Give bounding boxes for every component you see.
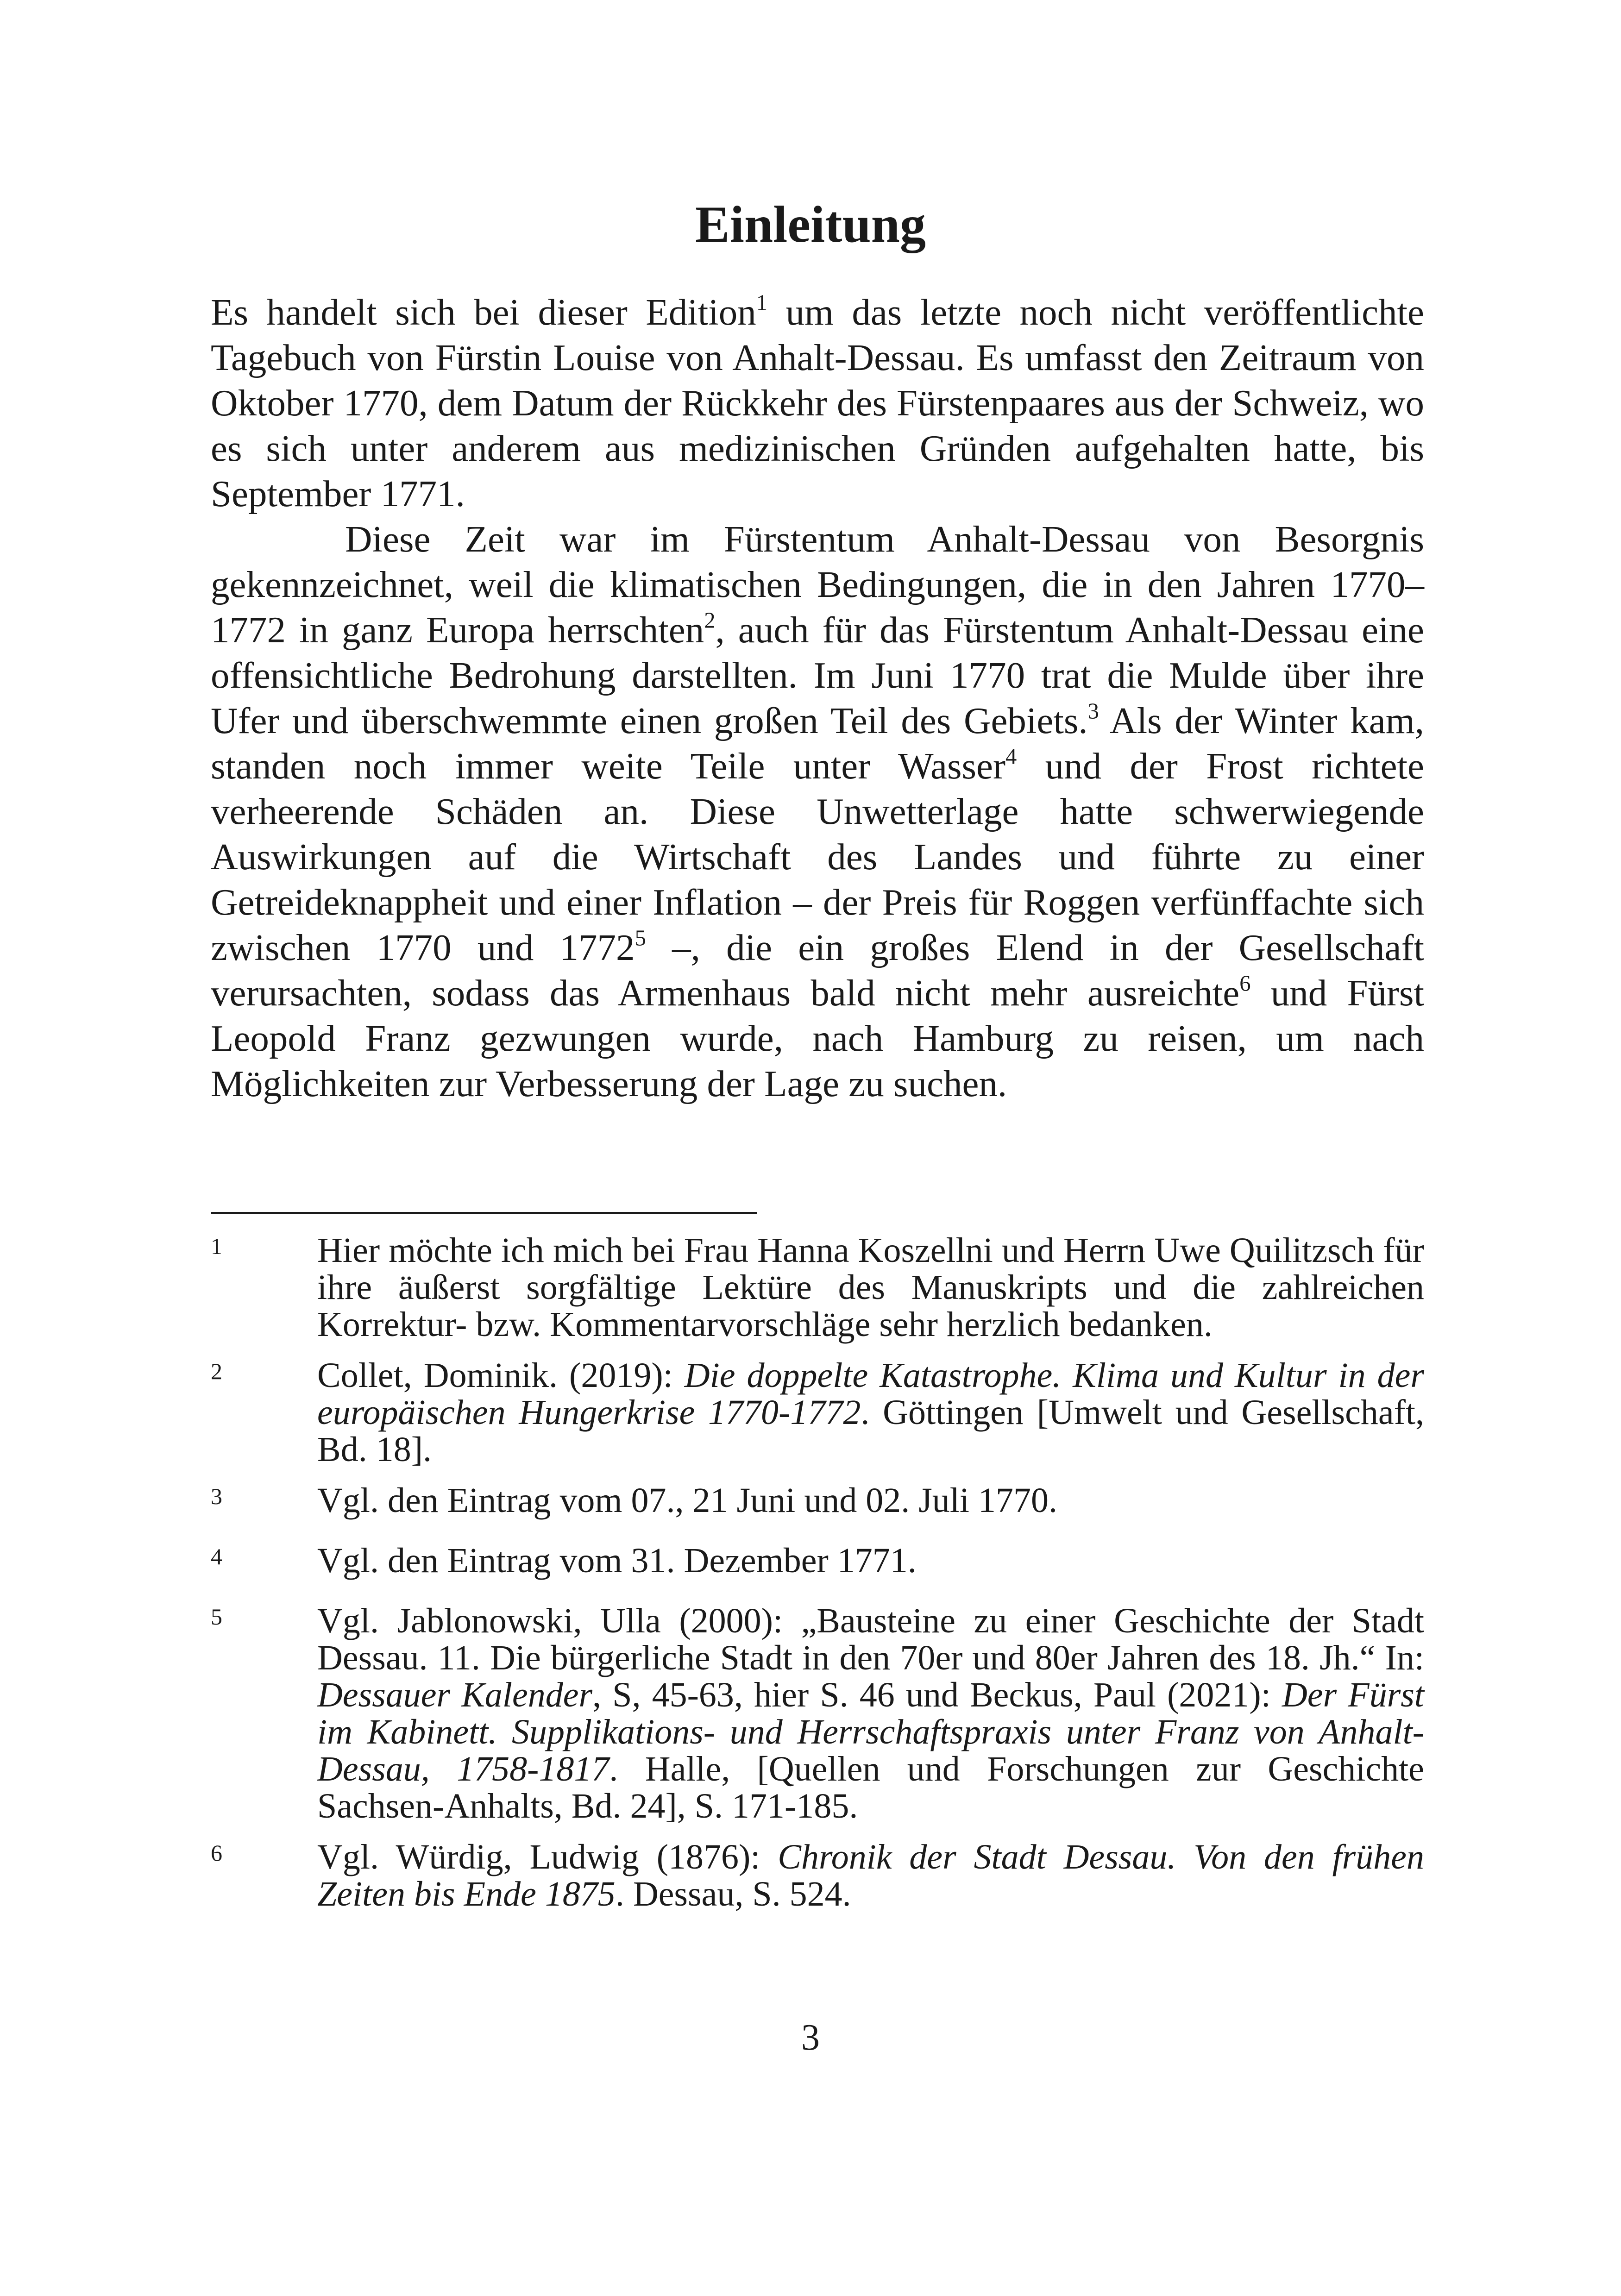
- paragraph-text: Es handelt sich bei dieser Edition: [211, 291, 756, 333]
- footnote-title: Chronik der Stadt Dessau. Von den frühen Zeiten bis Ende 1875: [317, 1838, 1424, 1913]
- footnotes: [211, 1232, 1424, 1913]
- footnote-number: 3: [211, 1483, 222, 1509]
- footnote-number: 2: [211, 1358, 222, 1384]
- footnote-number: 1: [211, 1233, 222, 1259]
- body-text: [211, 289, 1424, 1106]
- paragraph-text: Als der Winter kam, standen noch immer weite Teile unter Wasser: [211, 700, 1424, 787]
- paragraph-2: [211, 516, 1424, 1106]
- footnote-text: . Göttingen [Umwelt und Gesellschaft, Bd. 18].: [317, 1393, 1424, 1469]
- footnote-reference-5[interactable]: 5: [635, 925, 646, 951]
- footnote-text: , S, 45-63, hier S. 46 und Beckus, Paul (2021):: [592, 1675, 1282, 1714]
- footnote-text: Vgl. Würdig, Ludwig (1876):: [317, 1838, 778, 1876]
- footnote-3: [211, 1482, 1424, 1519]
- footnote-number: 4: [211, 1543, 222, 1569]
- footnote-reference-1[interactable]: 1: [756, 290, 768, 315]
- paragraph-text: und Fürst Leopold Franz gezwungen wurde, nach Hamburg zu reisen, um nach Möglichkeiten zur Verbesserung der Lage zu suchen.: [211, 972, 1424, 1104]
- paragraph-1: [211, 289, 1424, 516]
- footnote-separator: [211, 1212, 757, 1214]
- footnote-text: Collet, Dominik. (2019):: [317, 1356, 685, 1395]
- paragraph-text: um das letzte noch nicht veröffentlichte Tagebuch von Fürstin Louise von Anhalt-Dessau. Es umfasst den Zeitraum von Oktober 1770, dem Datum der Rückkehr des Fürstenpaares aus der Schweiz, wo es sich unter anderem aus medizinischen Gründen aufgehalten hatte, bis September 1771.: [211, 291, 1424, 514]
- footnote-1: [211, 1232, 1424, 1343]
- footnote-5: [211, 1602, 1424, 1825]
- paragraph-text: und der Frost richtete verheerende Schäden an. Diese Unwetterlage hatte schwerwiegende Auswirkungen auf die Wirtschaft des Landes und führte zu einer Getreideknappheit und einer Inflation – der Preis für Roggen verfünffachte sich zwischen 1770 und 1772: [211, 745, 1424, 968]
- footnote-6: [211, 1838, 1424, 1913]
- footnote-text: Vgl. den Eintrag vom 31. Dezember 1771.: [317, 1541, 917, 1580]
- footnote-reference-6[interactable]: 6: [1239, 971, 1251, 996]
- footnote-title: Die doppelte Katastrophe. Klima und Kultur in der europäischen Hungerkrise 1770-1772: [317, 1356, 1424, 1432]
- footnote-title: Der Fürst im Kabinett. Supplikations- und Herrschaftspraxis unter Franz von Anhalt-Dessau, 1758-1817: [317, 1675, 1424, 1788]
- footnote-text: Vgl. Jablonowski, Ulla (2000): „Bausteine zu einer Geschichte der Stadt Dessau. 11. Die bürgerliche Stadt in den 70er und 80er Jahren des 18. Jh.“ In:: [317, 1601, 1424, 1677]
- paragraph-text: –, die ein großes Elend in der Gesellschaft verursachten, sodass das Armenhaus bald nicht mehr ausreichte: [211, 927, 1424, 1014]
- footnote-2: [211, 1357, 1424, 1468]
- footnote-number: 6: [211, 1840, 222, 1866]
- footnote-title: Dessauer Kalender: [317, 1675, 593, 1714]
- footnote-reference-2[interactable]: 2: [704, 608, 716, 633]
- footnote-text: . Dessau, S. 524.: [615, 1875, 851, 1913]
- page-number: 3: [801, 2017, 820, 2058]
- footnote-reference-3[interactable]: 3: [1087, 698, 1099, 724]
- footnote-reference-4[interactable]: 4: [1005, 744, 1017, 769]
- paragraph-text: Diese Zeit war im Fürstentum Anhalt-Dessau von Besorgnis gekennzeichnet, weil die klimatischen Bedingungen, die in den Jahren 1770–1772 in ganz Europa herrschten: [211, 518, 1424, 651]
- footnote-text: . Halle, [Quellen und Forschungen zur Geschichte Sachsen-Anhalts, Bd. 24], S. 171-185.: [317, 1750, 1425, 1826]
- footnote-4: [211, 1542, 1424, 1579]
- footnote-text: Hier möchte ich mich bei Frau Hanna Koszellni und Herrn Uwe Quilitzsch für ihre äußerst sorgfältige Lektüre des Manuskripts und die zahlreichen Korrektur- bzw. Kommentarvorschläge sehr herzlich bedanken.: [317, 1231, 1424, 1344]
- page-title: Einleitung: [695, 196, 926, 253]
- footnote-number: 5: [211, 1604, 222, 1630]
- paragraph-text: , auch für das Fürstentum Anhalt-Dessau eine offensichtliche Bedrohung darstellten. Im Juni 1770 trat die Mulde über ihre Ufer und überschwemmte einen großen Teil des Gebiets.: [211, 609, 1424, 741]
- footnote-text: Vgl. den Eintrag vom 07., 21 Juni und 02. Juli 1770.: [317, 1481, 1058, 1520]
